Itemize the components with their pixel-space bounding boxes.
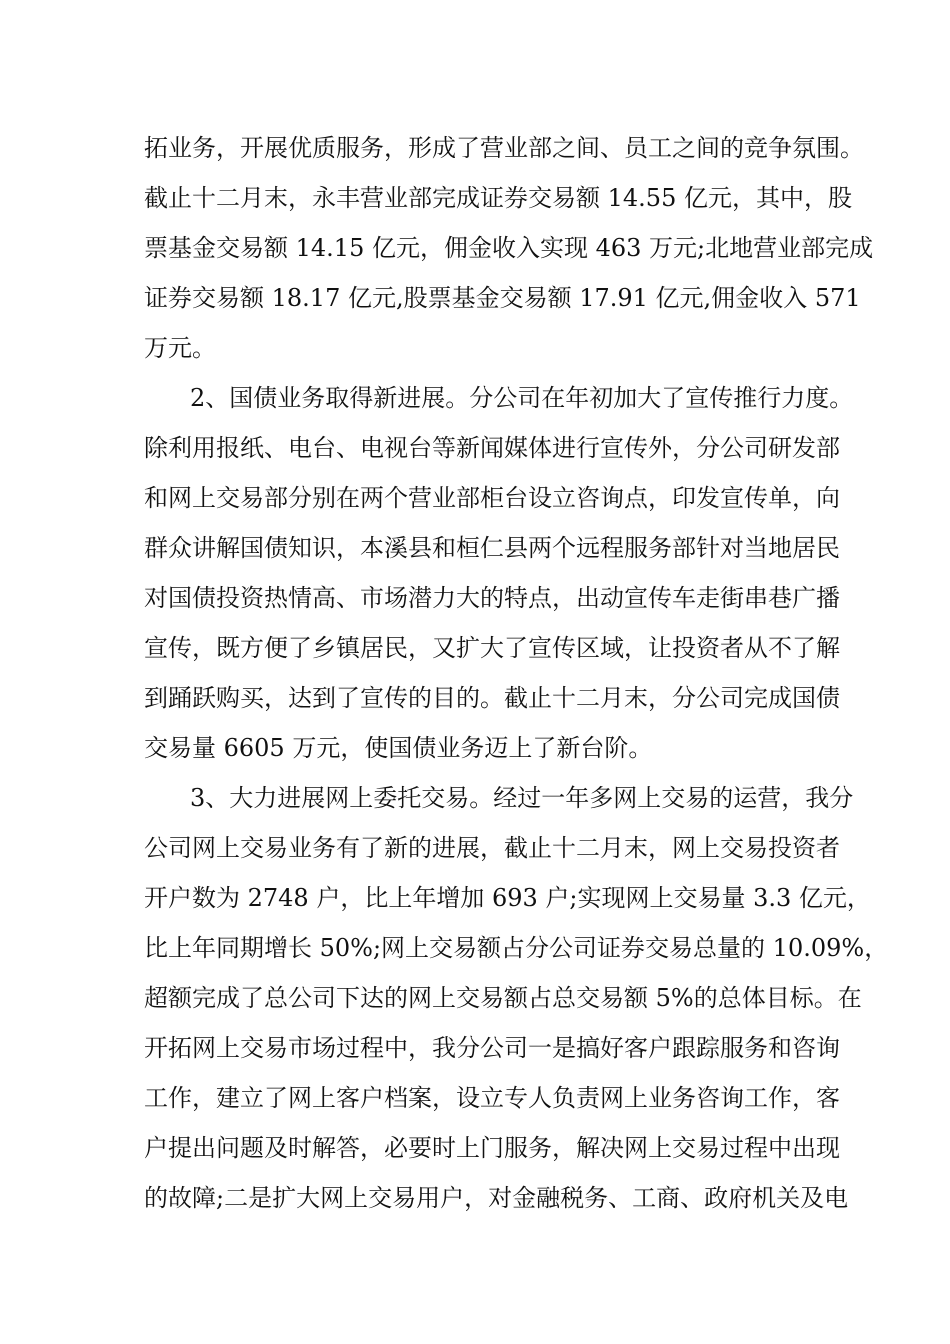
- text-line: 开拓网上交易市场过程中，我分公司一是搞好客户跟踪服务和咨询: [144, 1034, 840, 1062]
- text-line: 和网上交易部分别在两个营业部柜台设立咨询点，印发宣传单，向: [144, 484, 840, 512]
- text-line: 对国债投资热情高、市场潜力大的特点，出动宣传车走街串巷广播: [144, 584, 840, 612]
- text-line: 截止十二月末，永丰营业部完成证券交易额 14.55 亿元，其中，股: [144, 184, 852, 212]
- text-line: 交易量 6605 万元，使国债业务迈上了新台阶。: [144, 734, 653, 762]
- text-line: 户提出问题及时解答，必要时上门服务，解决网上交易过程中出现: [144, 1134, 840, 1162]
- text-line: 万元。: [144, 334, 216, 362]
- text-line: 到踊跃购买，达到了宣传的目的。截止十二月末，分公司完成国债: [144, 684, 840, 712]
- text-line: 工作，建立了网上客户档案，设立专人负责网上业务咨询工作，客: [144, 1084, 840, 1112]
- text-line: 证券交易额 18.17 亿元,股票基金交易额 17.91 亿元,佣金收入 571: [144, 284, 861, 312]
- text-line: 群众讲解国债知识，本溪县和桓仁县两个远程服务部针对当地居民: [144, 534, 840, 562]
- paragraph-start-line: 2、国债业务取得新进展。分公司在年初加大了宣传推行力度。: [190, 384, 854, 412]
- text-line: 宣传，既方便了乡镇居民，又扩大了宣传区域，让投资者从不了解: [144, 634, 840, 662]
- text-line: 公司网上交易业务有了新的进展，截止十二月末，网上交易投资者: [144, 834, 840, 862]
- text-line: 除利用报纸、电台、电视台等新闻媒体进行宣传外，分公司研发部: [144, 434, 840, 462]
- text-line: 超额完成了总公司下达的网上交易额占总交易额 5%的总体目标。在: [144, 984, 862, 1012]
- text-line: 的故障;二是扩大网上交易用户，对金融税务、工商、政府机关及电: [144, 1184, 849, 1212]
- text-line: 开户数为 2748 户，比上年增加 693 户;实现网上交易量 3.3 亿元，: [144, 884, 871, 912]
- paragraph-start-line: 3、大力进展网上委托交易。经过一年多网上交易的运营，我分: [190, 784, 854, 812]
- text-line: 票基金交易额 14.15 亿元，佣金收入实现 463 万元;北地营业部完成: [144, 234, 874, 262]
- text-line: 比上年同期增长 50%;网上交易额占分公司证券交易总量的 10.09%，: [144, 934, 889, 962]
- text-line: 拓业务，开展优质服务，形成了营业部之间、员工之间的竞争氛围。: [144, 134, 864, 162]
